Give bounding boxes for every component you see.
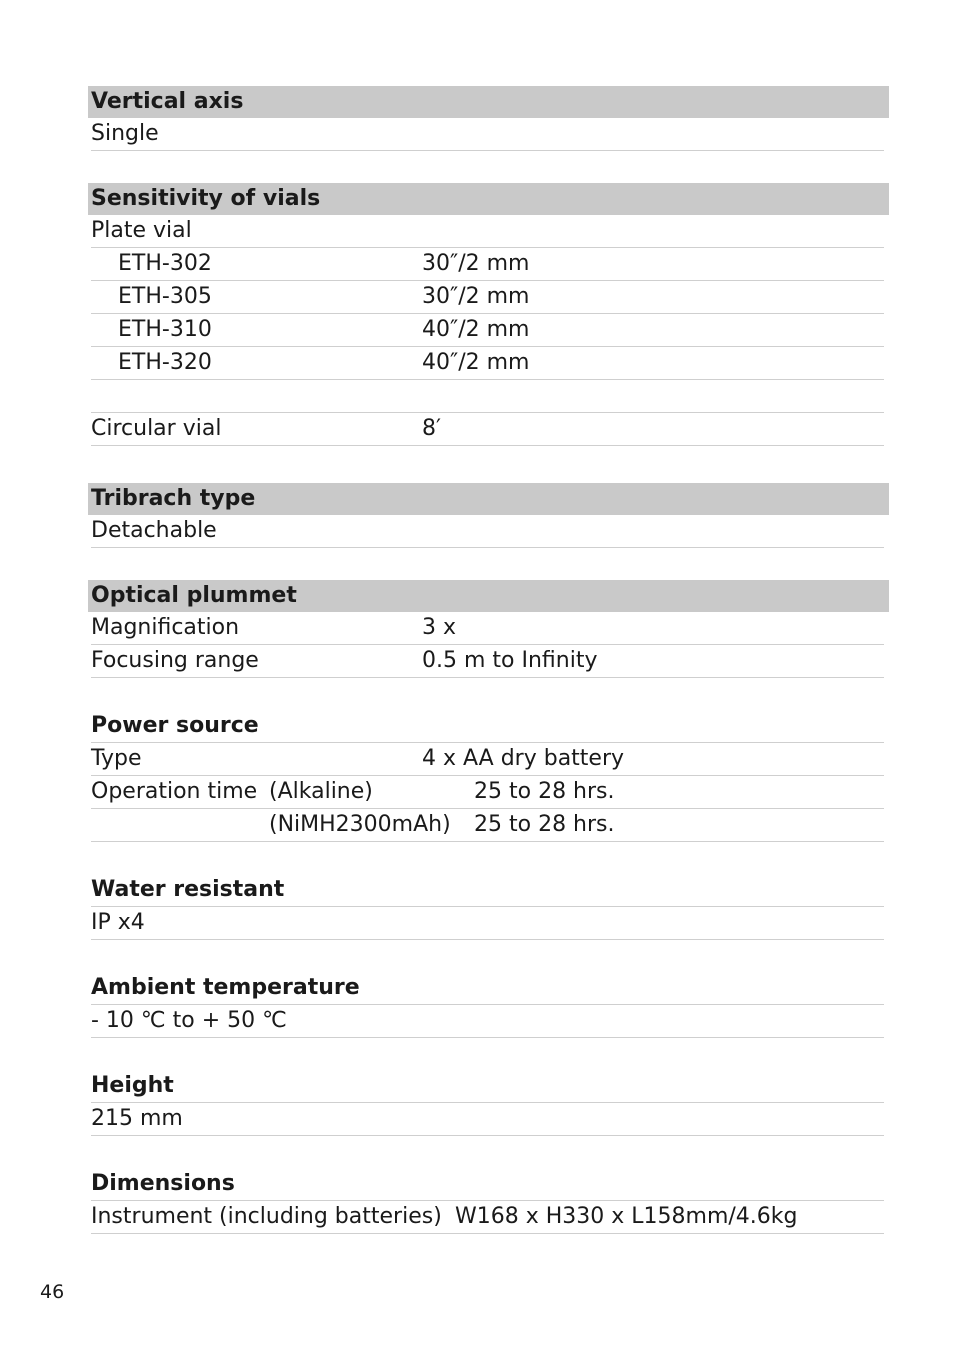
height-title: Height bbox=[91, 1073, 174, 1098]
spacer bbox=[88, 940, 889, 972]
water-resistant-value-row bbox=[91, 907, 884, 940]
operation-time-row bbox=[91, 776, 884, 809]
power-type-row bbox=[91, 743, 884, 776]
tribrach-value: Detachable bbox=[91, 518, 217, 543]
water-resistant-value: IP x4 bbox=[91, 910, 145, 935]
spacer bbox=[88, 446, 889, 483]
circular-vial-label: Circular vial bbox=[91, 416, 222, 441]
battery-type: (Alkaline) bbox=[269, 779, 373, 804]
section-header-vertical-axis: Vertical axis bbox=[88, 86, 889, 118]
section-header-height bbox=[91, 1070, 884, 1103]
vial-model: ETH-302 bbox=[118, 251, 212, 276]
vial-row bbox=[91, 248, 884, 281]
power-type-value: 4 x AA dry battery bbox=[422, 746, 625, 771]
operation-time-label: Operation time bbox=[91, 779, 258, 804]
plummet-row bbox=[91, 645, 884, 678]
dimensions-row bbox=[91, 1201, 884, 1234]
tribrach-value-row bbox=[91, 515, 884, 548]
spacer bbox=[88, 151, 889, 183]
spacer bbox=[88, 1038, 889, 1070]
spacer bbox=[88, 1136, 889, 1168]
plummet-value: 0.5 m to Infinity bbox=[422, 648, 598, 673]
section-header-power-source bbox=[91, 710, 884, 743]
section-header-optical-plummet: Optical plummet bbox=[88, 580, 889, 612]
plummet-label: Magnification bbox=[91, 615, 240, 640]
operation-time-value: 25 to 28 hrs. bbox=[474, 779, 615, 804]
vial-sensitivity: 30″/2 mm bbox=[422, 251, 530, 276]
vertical-axis-value-row bbox=[91, 118, 884, 151]
dimensions-value: W168 x H330 x L158mm/4.6kg bbox=[455, 1204, 798, 1229]
ambient-temperature-title: Ambient temperature bbox=[91, 975, 360, 1000]
vial-model: ETH-305 bbox=[118, 284, 212, 309]
section-header-dimensions bbox=[91, 1168, 884, 1201]
spacer bbox=[88, 678, 889, 710]
ambient-temperature-value-row bbox=[91, 1005, 884, 1038]
vial-row bbox=[91, 314, 884, 347]
section-header-water-resistant bbox=[91, 874, 884, 907]
vial-sensitivity: 40″/2 mm bbox=[422, 317, 530, 342]
plate-vial-row bbox=[91, 215, 884, 248]
spec-page bbox=[88, 86, 889, 1234]
battery-type: (NiMH2300mAh) bbox=[269, 812, 451, 837]
vial-sensitivity: 40″/2 mm bbox=[422, 350, 530, 375]
plummet-label: Focusing range bbox=[91, 648, 259, 673]
vial-row bbox=[91, 281, 884, 314]
vial-model: ETH-310 bbox=[118, 317, 212, 342]
section-header-ambient-temperature bbox=[91, 972, 884, 1005]
power-type-label: Type bbox=[91, 746, 142, 771]
vertical-axis-value: Single bbox=[91, 121, 159, 146]
operation-time-row bbox=[91, 809, 884, 842]
blank-row bbox=[91, 380, 884, 413]
vial-model: ETH-320 bbox=[118, 350, 212, 375]
plummet-value: 3 x bbox=[422, 615, 457, 640]
circular-vial-row bbox=[91, 413, 884, 446]
height-value-row bbox=[91, 1103, 884, 1136]
height-value: 215 mm bbox=[91, 1106, 183, 1131]
dimensions-label: Instrument (including batteries) bbox=[91, 1204, 442, 1229]
section-header-tribrach: Tribrach type bbox=[88, 483, 889, 515]
power-source-title: Power source bbox=[91, 713, 259, 738]
circular-vial-value: 8′ bbox=[422, 416, 441, 441]
spacer bbox=[88, 842, 889, 874]
spacer bbox=[88, 548, 889, 580]
section-header-sensitivity: Sensitivity of vials bbox=[88, 183, 889, 215]
dimensions-title: Dimensions bbox=[91, 1171, 235, 1196]
page-number: 46 bbox=[40, 1281, 65, 1303]
plate-vial-label: Plate vial bbox=[91, 218, 192, 243]
water-resistant-title: Water resistant bbox=[91, 877, 285, 902]
vial-row bbox=[91, 347, 884, 380]
plummet-row bbox=[91, 612, 884, 645]
operation-time-value: 25 to 28 hrs. bbox=[474, 812, 615, 837]
ambient-temperature-value: - 10 ℃ to + 50 ℃ bbox=[91, 1008, 287, 1033]
vial-sensitivity: 30″/2 mm bbox=[422, 284, 530, 309]
